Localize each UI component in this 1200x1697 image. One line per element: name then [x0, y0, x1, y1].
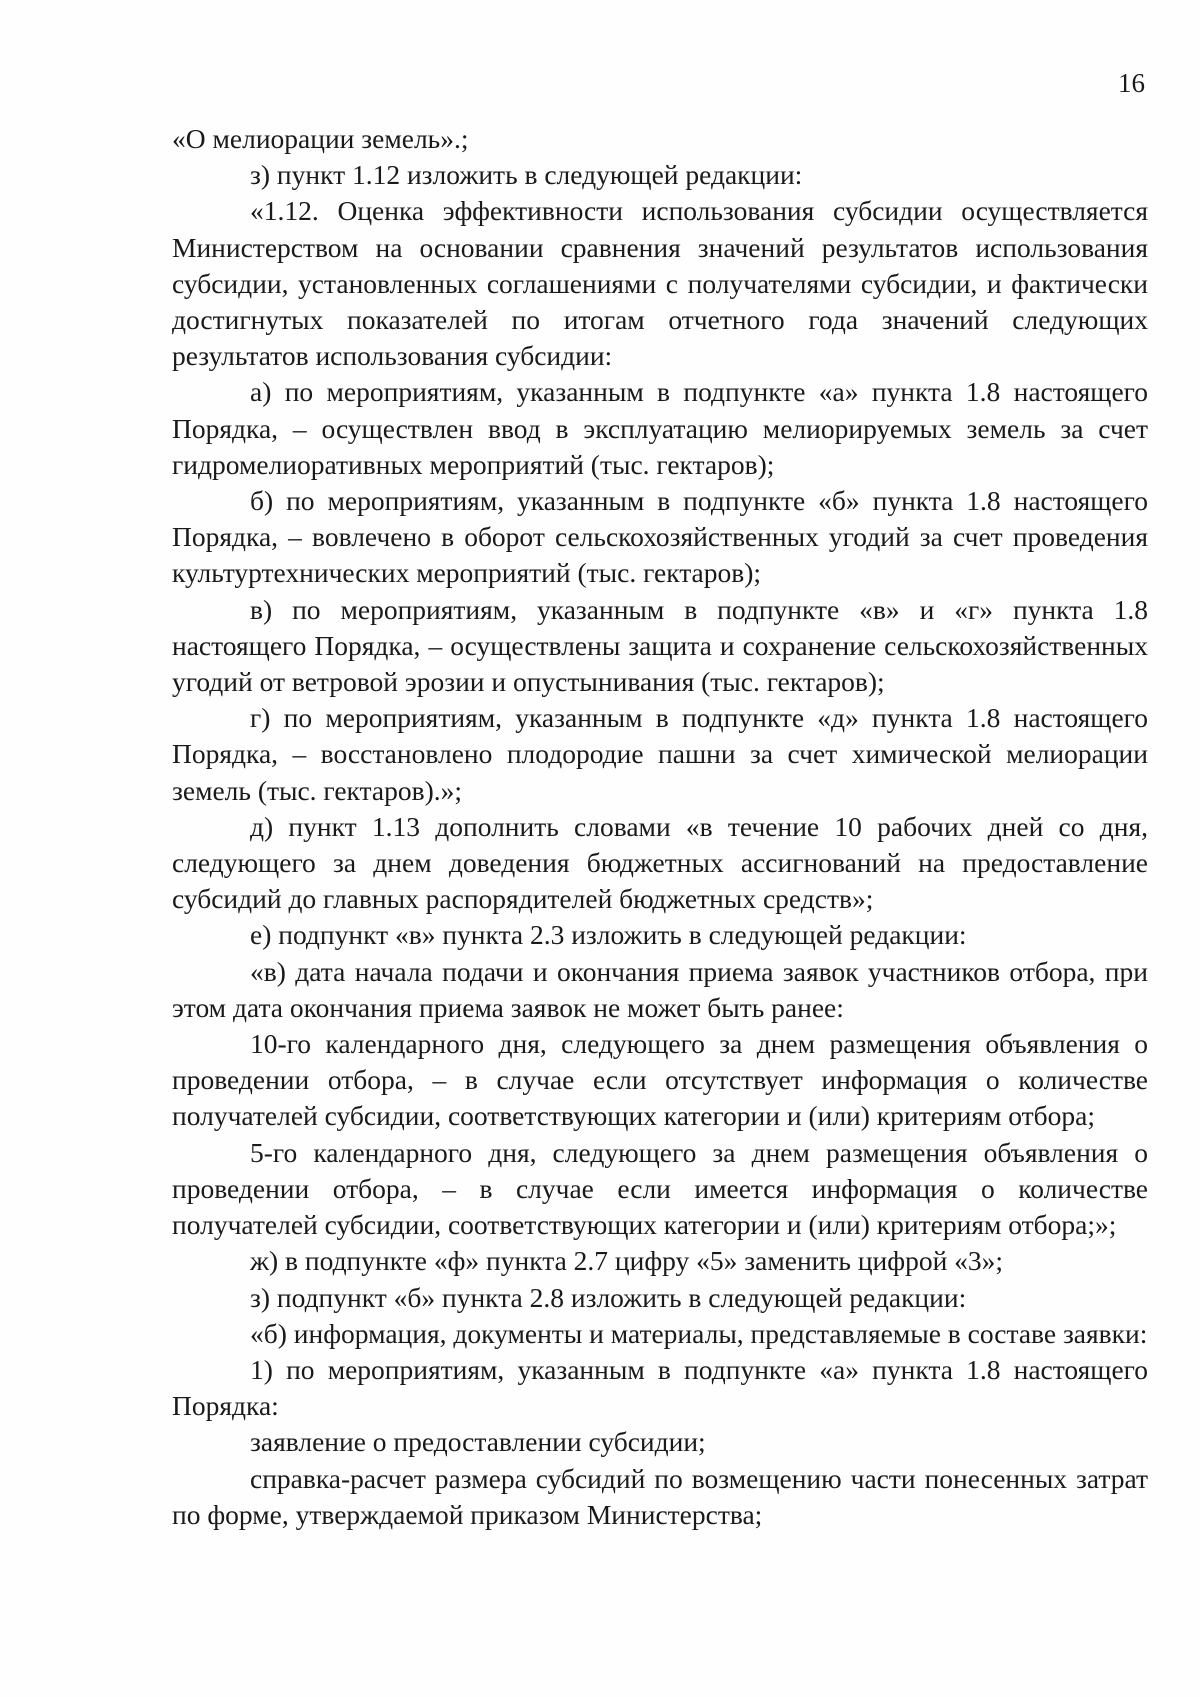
paragraph: 1) по мероприятиям, указанным в подпункте «а» пункта 1.8 настоящего Порядка:: [172, 1353, 1148, 1422]
paragraph: е) подпункт «в» пункта 2.3 изложить в следующей редакции:: [250, 919, 967, 951]
paragraph: б) по мероприятиям, указанным в подпункте «б» пункта 1.8 настоящего Порядка, – вовлечено в оборот сельскохозяйственных угодий за счет проведения культуртехнических мероприятий (тыс. гектаров);: [172, 485, 1148, 589]
paragraph: в) по мероприятиям, указанным в подпункте «в» и «г» пункта 1.8 настоящего Порядка, – осуществлены защита и сохранение сельскохозяйственных угодий от ветровой эрозии и опустынивания (тыс. гектаров);: [172, 593, 1148, 698]
paragraph: а) по мероприятиям, указанным в подпункте «а» пункта 1.8 настоящего Порядка, – осуществлен ввод в эксплуатацию мелиорируемых земель за счет гидромелиоративных мероприятий (тыс. гектаров);: [172, 376, 1148, 480]
paragraph: з) пункт 1.12 изложить в следующей редакции:: [250, 159, 803, 191]
paragraph: «1.12. Оценка эффективности использования субсидии осуществляется Министерством на основании сравнения значений результатов использования субсидии, установленных соглашениями с получателями субсидии, и фактически достигнутых показателей по итогам отчетного года значений следующих результатов использования субсидии:: [172, 195, 1148, 372]
paragraph: ж) в подпункте «ф» пункта 2.7 цифру «5» заменить цифрой «3»;: [250, 1245, 1004, 1277]
paragraph: г) по мероприятиям, указанным в подпункте «д» пункта 1.8 настоящего Порядка, – восстановлено плодородие пашни за счет химической мелиорации земель (тыс. гектаров).»;: [172, 702, 1148, 806]
page-number: 16: [1118, 68, 1145, 98]
paragraph: «О мелиорации земель».;: [172, 123, 469, 154]
document-body: [172, 121, 1148, 1533]
paragraph: 10-го календарного дня, следующего за днем размещения объявления о проведении отбора, – в случае если отсутствует информация о количестве получателей субсидии, соответствующих категории и (или) критериям отбора;: [172, 1028, 1148, 1132]
paragraph: з) подпункт «б» пункта 2.8 изложить в следующей редакции:: [250, 1281, 967, 1313]
paragraph: д) пункт 1.13 дополнить словами «в течение 10 рабочих дней со дня, следующего за днем доведения бюджетных ассигнований на предоставление субсидий до главных распорядителей бюджетных средств»;: [172, 810, 1148, 915]
paragraph: «в) дата начала подачи и окончания приема заявок участников отбора, при этом дата окончания приема заявок не может быть ранее:: [172, 955, 1148, 1023]
paragraph: 5-го календарного дня, следующего за днем размещения объявления о проведении отбора, – в случае если имеется информация о количестве получателей субсидии, соответствующих категории и (или) критериям отбора;»;: [172, 1136, 1148, 1241]
paragraph: «б) информация, документы и материалы, представляемые в составе заявки:: [250, 1317, 1148, 1349]
paragraph: справка-расчет размера субсидий по возмещению части понесенных затрат по форме, утверждаемой приказом Министерства;: [172, 1462, 1148, 1530]
paragraph: заявление о предоставлении субсидии;: [250, 1426, 706, 1458]
